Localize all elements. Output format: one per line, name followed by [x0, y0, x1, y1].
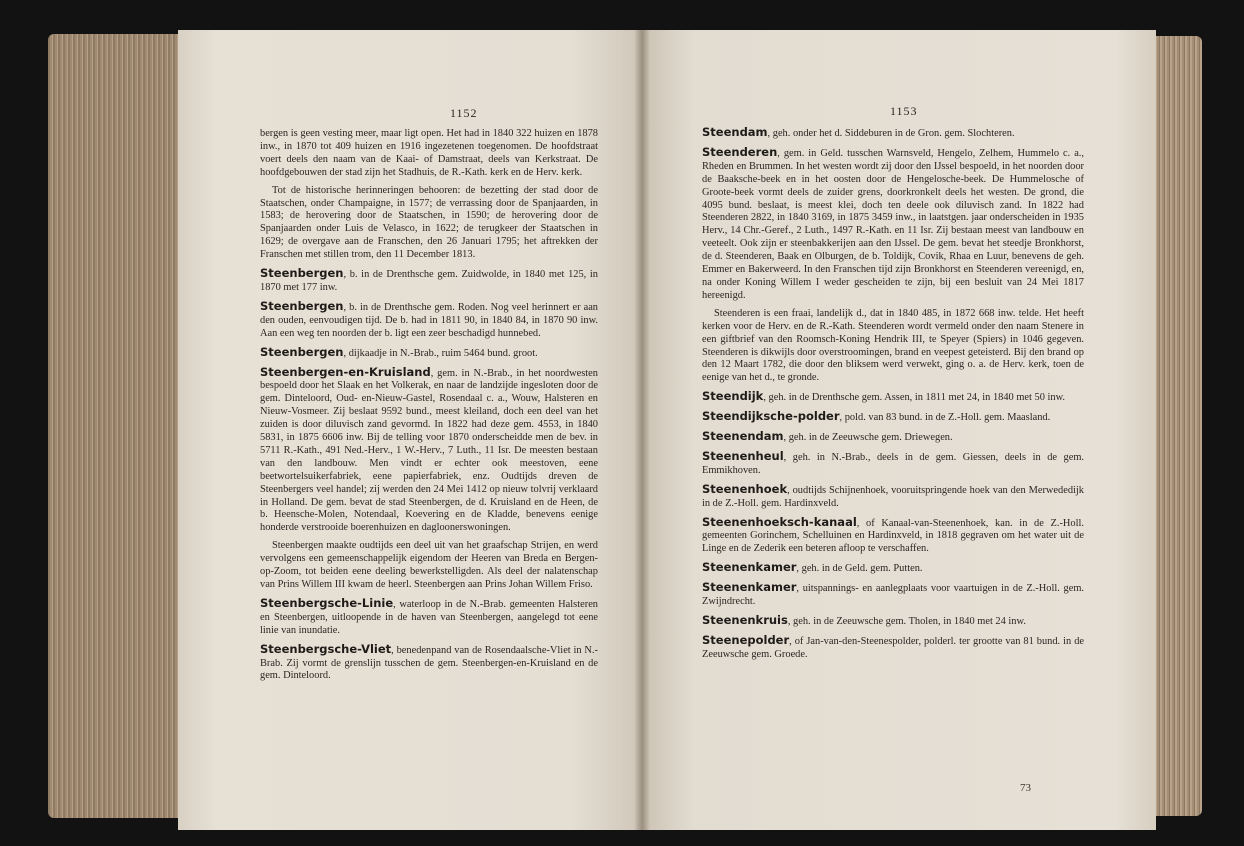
- headword: Steenenkamer: [702, 560, 797, 575]
- headword: Steenbergsche-Linie: [260, 595, 394, 610]
- page-edges-left: [48, 34, 188, 818]
- headword: Steenderen: [702, 144, 778, 159]
- headword: Steenenhoeksch-kanaal: [702, 514, 857, 529]
- right-text-column: [702, 126, 1084, 667]
- paragraph: bergen is geen vesting meer, maar ligt open. Het had in 1840 322 huizen en 1878 inw., in 1870 tot 409 huizen en 1916 ingezetenen toegenomen. De hoofdstraat voert deels den naam van de Kaai- of Damstraat, deels van Kerkstraat. De hoofdgebouwen der stad zijn het Stadhuis, de R.-Kath. kerk en de Herv. kerk.: [260, 128, 598, 178]
- headword: Steenbergen-en-Kruisland: [260, 364, 431, 379]
- open-book: [48, 22, 1202, 830]
- page-number: 1153: [890, 104, 918, 118]
- headword: Steendam: [702, 125, 768, 139]
- entry: Steenenkamer, uitspannings- en aanlegplaats voor vaartuigen in de Z.-Holl. gem. Zwijndrecht.: [702, 580, 1084, 608]
- entry: Steenbergen, b. in de Drenthsche gem. Roden. Nog veel herinnert er aan den ouden, eenvoudigen tijd. De b. had in 1811 90, in 1840 84, in 1870 90 inw. Aan een weg ten noorden der b. ligt een zeer beschadigd hunnebed.: [260, 298, 598, 339]
- left-page: [178, 30, 642, 830]
- right-page: [642, 30, 1156, 830]
- headword: Steenenheul: [702, 448, 784, 463]
- paragraph: Tot de historische herinneringen behooren: de bezetting der stad door de Staatschen, onder Champaigne, in 1577; de verrassing door de Spanjaarden, in 1583; de herovering door de Staatschen, in 1590; de herovering door de Spanjaarden onder Luis de Velasco, in 1622; de terugkeer der Staatschen in 1629; de overgave aan de Franschen, den 26 Januari 1795; het aftrekken der Franschen met stillen trom, den 11 December 1813.: [260, 184, 598, 261]
- page-number: 1152: [450, 106, 478, 120]
- entry: Steenenkruis, geh. in de Zeeuwsche gem. Tholen, in 1840 met 24 inw.: [702, 613, 1026, 627]
- entry: Steenenheul, geh. in N.-Brab., deels in de gem. Giessen, deels in de gem. Emmikhoven.: [702, 448, 1084, 476]
- entry: Steenbergen, b. in de Drenthsche gem. Zuidwolde, in 1840 met 125, in 1870 met 177 inw.: [260, 266, 598, 293]
- entry: Steendijk, geh. in de Drenthsche gem. Assen, in 1811 met 24, in 1840 met 50 inw.: [702, 389, 1066, 404]
- paragraph: Steenbergen maakte oudtijds een deel uit van het graafschap Strijen, en werd vervolgens een gemeenschappelijk eigendom der Heeren van Breda en Bergen-op-Zoom, tot beiden eene deeling bewerkstelligden. Als deel der nalatenschap van Prins Willem III kwam de heerl. Steenbergen aan Prins Johan Willem Friso.: [260, 540, 598, 590]
- entry: Steenbergen-en-Kruisland, gem. in N.-Brab., in het noordwesten bespoeld door het Slaak en het Volkerak, en naar de landzijde ingesloten door de gem. Dinteloord, Oud- en-Nieuw-Gastel, Rosendaal c. a., Wouw, Halsteren en Nieuw-Vosmeer. Zij beslaat 9592 bund., meest kleiland, doch een deel van het zuiden is door diluvisch zand gevormd. In 1822 had deze gem. 4553, in 1840 5831, in 1875 6606 inw. Bij de telling voor 1870 onderscheidde men de bev. in 5711 R.-Kath., 491 Ned.-Herv., 1 W.-Herv., 7 Luth., 11 Isr. De meesten bestaan van den landbouw. Men vindt er echter ook meestoven, eene beetwortelsuikerfabriek, eene papierfabriek, enz. Oudtijds dreven de Steenbergers veel handel; zij werden den 24 Mei 1412 op nieuw tolvrij verklaard in Holland. De gem. bevat de stad Steenbergen, de d. Kruisland en de Heen, de b. Heensche-Molen, Notendaal, Koevering en de Kladde, benevens eenige honderde verstrooide boerenhuizen en dagloonerswoningen.: [260, 364, 598, 534]
- headword: Steendijksche-polder: [702, 409, 840, 424]
- entry: Steenenhoeksch-kanaal, of Kanaal-van-Steenenhoek, kan. in de Z.-Holl. gemeenten Gorinchem, Schelluinen en Hardinxveld, in 1818 gegraven om het water uit de Linge en de Zederik een beteren afloop te verschaffen.: [702, 514, 1084, 555]
- entry: Steendam, geh. onder het d. Siddeburen in de Gron. gem. Slochteren.: [702, 125, 1015, 139]
- signature-mark: 73: [1020, 782, 1031, 794]
- left-text-column: [260, 128, 598, 688]
- entry: Steenepolder, of Jan-van-den-Steenespolder, polderl. ter grootte van 81 bund. in de Zeeuwsche gem. Groede.: [702, 632, 1084, 660]
- headword: Steenenkruis: [702, 613, 788, 627]
- headword: Steendijk: [702, 389, 764, 404]
- headword: Steenbergsche-Vliet: [260, 641, 392, 656]
- entry: Steenenhoek, oudtijds Schijnenhoek, vooruitspringende hoek van den Merwededijk in de Z.-Holl. gem. Hardinxveld.: [702, 481, 1084, 509]
- headword: Steenbergen: [260, 344, 344, 359]
- headword: Steenbergen: [260, 266, 344, 281]
- headword: Steenendam: [702, 429, 784, 444]
- page-edges-right: [1152, 36, 1202, 816]
- paragraph: Steenderen is een fraai, landelijk d., dat in 1840 485, in 1872 668 inw. telde. Het heeft kerken voor de Herv. en de R.-Kath. Steenderen wordt vermeld onder den naam Stenere in een giftbrief van den Roomsch-Koning Hendrik III, te Speyer (Spiers) in 1046 gegeven. Steenderen is dikwijls door overstroomingen, brand en veepest geteisterd. Bij den brand op den 12 Maart 1782, die door den bliksem werd verwekt, ging o. a. de Herv. kerk, toen de eenige van het d., te gronde.: [702, 307, 1084, 384]
- gutter-shadow: [634, 30, 650, 830]
- entry: Steenbergen, dijkaadje in N.-Brab., ruim 5464 bund. groot.: [260, 344, 538, 359]
- entry: Steendijksche-polder, pold. van 83 bund. in de Z.-Holl. gem. Maasland.: [702, 409, 1051, 424]
- headword: Steenenkamer: [702, 580, 797, 595]
- entry: Steenderen, gem. in Geld. tusschen Warnsveld, Hengelo, Zelhem, Hummelo c. a., Rheden en Brummen. In het westen wordt zij door den IJssel bespoeld, in het noorden door de Baaksche-beek en in het oosten door de Hengelosche-beek. De Hummelosche of Groote-beek vormt deels de zuider grens, doorkronkelt deels het westen. De grond, die 4095 bund. beslaat, is meest klei, doch ten deele ook diluvisch zand. In 1822 had Steenderen 2822, in 1840 3169, in 1875 3459 inw., in laatstgen. jaar onderscheiden in 1935 Herv., 14 Chr.-Geref., 2 Luth., 1497 R.-Kath. en 11 Isr. Zij bestaan meest van landbouw en veeteelt. Ook zijn er steenbakkerijen aan den IJssel. De gem. bevat het steedje Bronkhorst, de d. Steenderen, Baak en Olburgen, de b. Toldijk, Covik, Rhaa en Luur, benevens de geh. Emmer en Bakerweerd. In den Franschen tijd zijn Bronkhorst en Steenderen vereenigd, en, na onder Koning Willem I weder gescheiden te zijn, bij een besluit van 24 Mei 1817 hereenigd.: [702, 144, 1084, 301]
- entry: Steenenkamer, geh. in de Geld. gem. Putten.: [702, 560, 923, 575]
- entry: Steenendam, geh. in de Zeeuwsche gem. Driewegen.: [702, 429, 953, 444]
- headword: Steenepolder: [702, 632, 790, 647]
- headword: Steenbergen: [260, 298, 344, 313]
- entry: Steenbergsche-Vliet, benedenpand van de Rosendaalsche-Vliet in N.-Brab. Zij vormt de grenslijn tusschen de gem. Steenbergen-en-Kruisland en de gem. Dinteloord.: [260, 641, 598, 682]
- entry: Steenbergsche-Linie, waterloop in de N.-Brab. gemeenten Halsteren en Steenbergen, uitloopende in de haven van Steenbergen, aangelegd tot eene linie van inundatie.: [260, 595, 598, 636]
- headword: Steenenhoek: [702, 481, 788, 496]
